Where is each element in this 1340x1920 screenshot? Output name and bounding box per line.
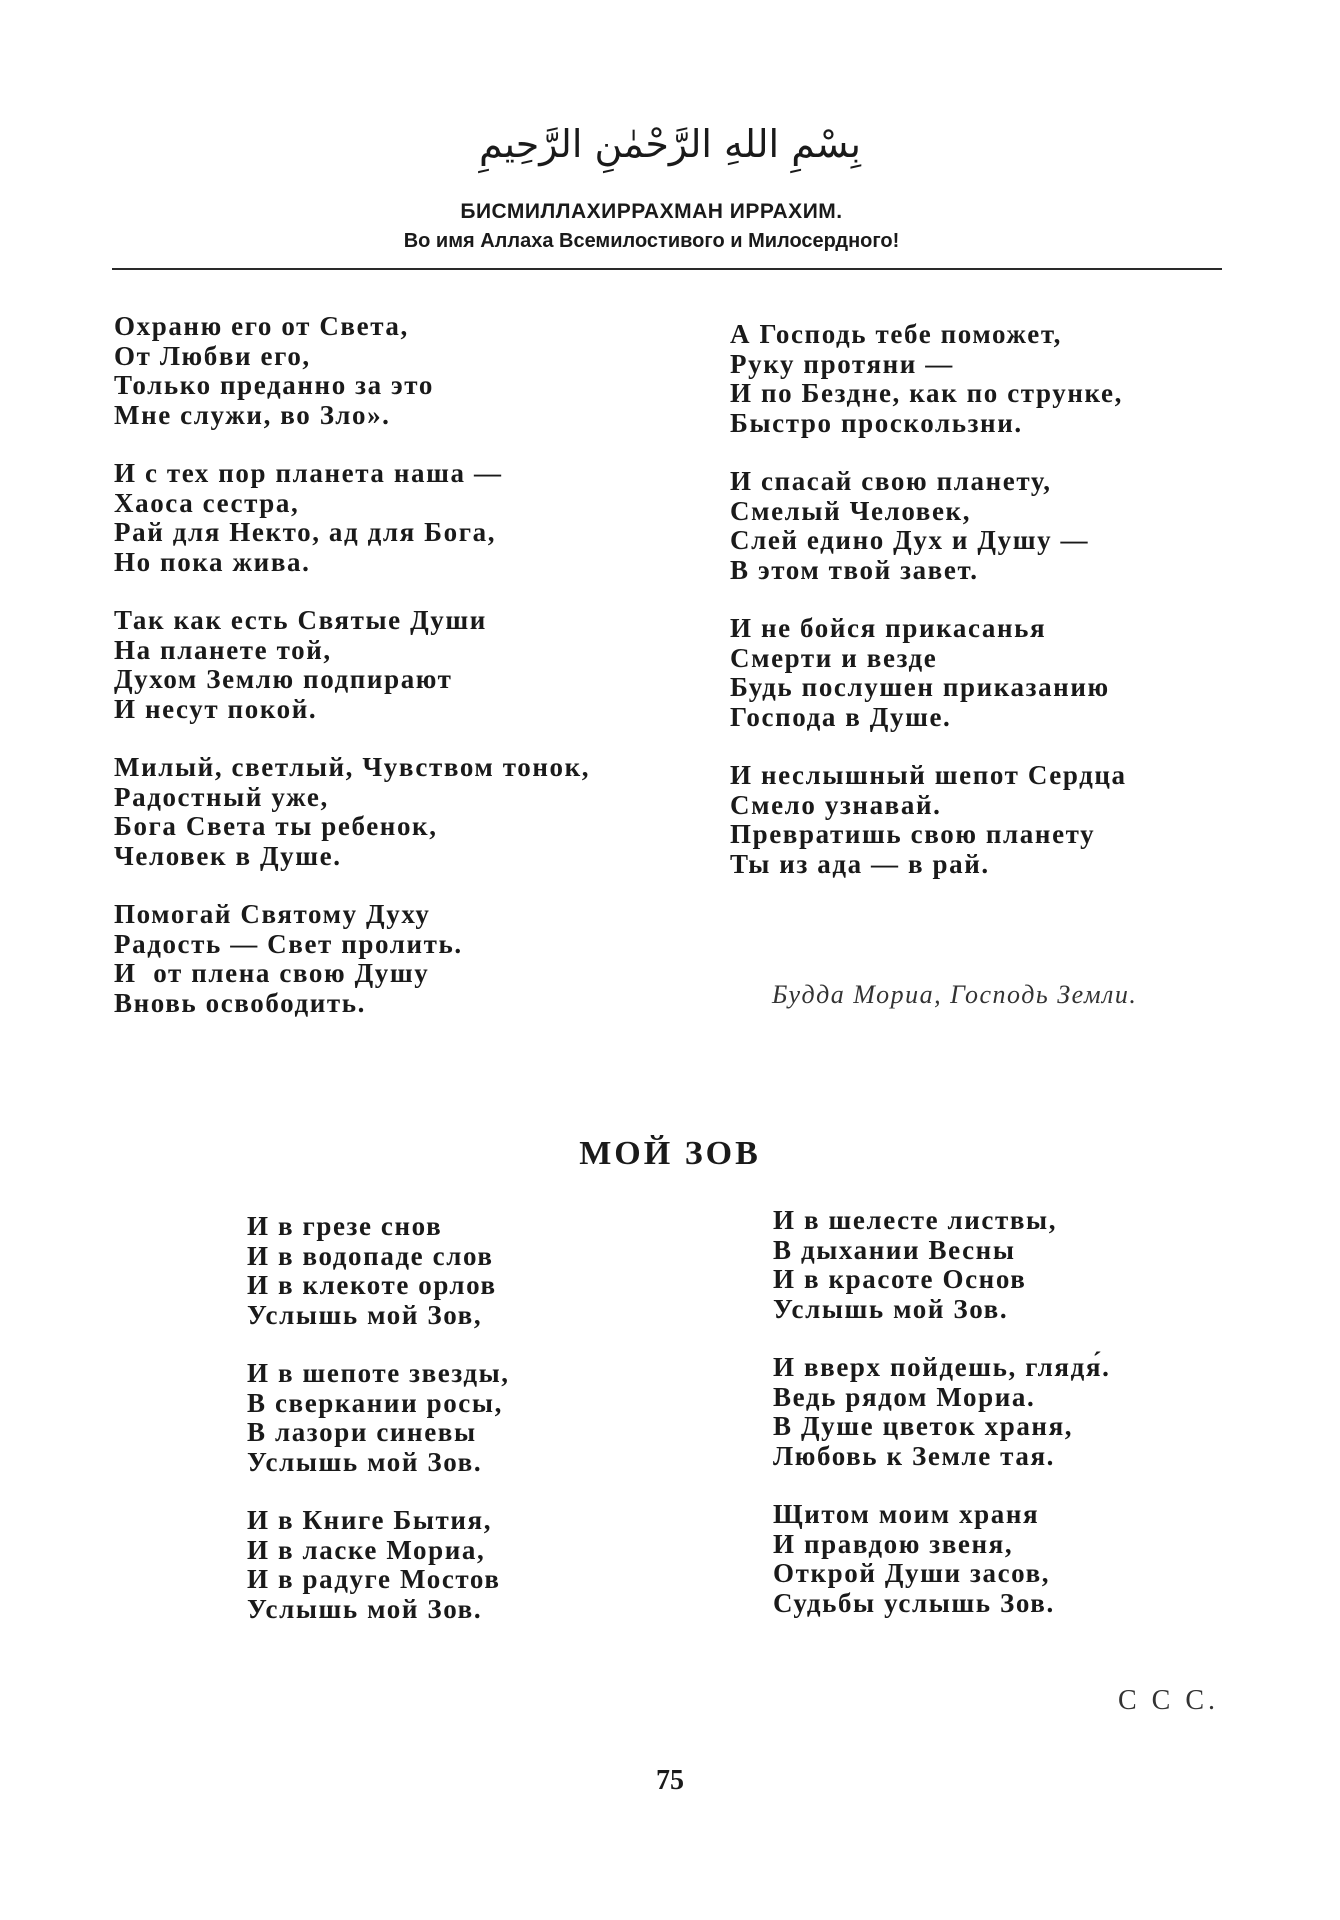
verse-line: Ты из ада — в рай. [730, 848, 990, 879]
verse-line: Радость — Свет пролить. [114, 928, 463, 959]
verse-line: Охраню его от Света, [114, 311, 409, 341]
stanza [773, 1353, 1110, 1471]
stanza [773, 1206, 1110, 1324]
verse-line: В сверкании росы, [247, 1387, 503, 1418]
page-number: 75 [656, 1765, 684, 1796]
stanza [247, 1506, 510, 1624]
bismillah-calligraphy [479, 95, 861, 185]
verse-line: Рай для Некто, ад для Бога, [114, 517, 497, 547]
verse-line: А Господь тебе поможет, [730, 319, 1063, 349]
stanza [730, 761, 1127, 879]
verse-line: И по Бездне, как по струнке, [730, 378, 1123, 408]
verse-line: И с тех пор планета наша — [114, 458, 503, 488]
verse-line: Судьбы услышь Зов. [773, 1587, 1055, 1618]
verse-line: Будь послушен приказанию [730, 672, 1110, 702]
verse-line: Только преданно за это [114, 370, 434, 400]
verse-line: Услышь мой Зов, [247, 1299, 483, 1330]
verse-line: Щитом моим храня [773, 1499, 1040, 1529]
verse-line: И в шепоте звезды, [247, 1358, 510, 1388]
verse-line: В этом твой завет. [730, 554, 979, 585]
verse-line: В Душе цветок храня, [773, 1411, 1074, 1441]
verse-line: Но пока жива. [114, 546, 311, 577]
verse-line: Услышь мой Зов. [247, 1593, 483, 1624]
verse-line: Мне служи, во Зло». [114, 399, 391, 430]
poem2-signature: С С С. [1118, 1685, 1220, 1716]
stanza [114, 459, 590, 577]
verse-line: И несут покой. [114, 693, 318, 724]
stanza [730, 614, 1127, 732]
stanza [114, 312, 590, 430]
verse-line: Открой Души засов, [773, 1558, 1051, 1588]
verse-line: В лазори синевы [247, 1417, 477, 1447]
verse-line: Так как есть Святые Души [114, 605, 487, 635]
stanza [730, 467, 1127, 585]
verse-line: Любовь к Земле тая. [773, 1440, 1055, 1471]
verse-line: Бога Света ты ребенок, [114, 811, 438, 841]
verse-line: И неслышный шепот Сердца [730, 760, 1127, 790]
verse-line: Радостный уже, [114, 781, 329, 812]
verse-line: И в шелесте листвы, [773, 1205, 1058, 1235]
verse-line: И в ласке Мориа, [247, 1534, 486, 1565]
verse-line: Смелый Человек, [730, 495, 972, 526]
verse-line: Смерти и везде [730, 642, 938, 673]
verse-line: И в грезе снов [247, 1211, 443, 1241]
verse-line: И в клекоте орлов [247, 1270, 497, 1300]
verse-line: И вверх пойдешь, глядя́. [773, 1352, 1111, 1382]
stanza [114, 900, 590, 1018]
verse-line: Ведь рядом Мориа. [773, 1381, 1036, 1412]
poem1-signature: Будда Мориа, Господь Земли. [772, 980, 1138, 1009]
verse-line: И в радуге Мостов [247, 1564, 501, 1594]
poem2-left-column [247, 1212, 510, 1653]
verse-line: Человек в Душе. [114, 840, 342, 871]
poem2-title: МОЙ ЗОВ [579, 1135, 761, 1172]
verse-line: И в красоте Основ [773, 1264, 1027, 1294]
verse-line: Превратишь свою планету [730, 819, 1096, 849]
stanza [773, 1500, 1110, 1618]
verse-line: Руку протяни — [730, 348, 954, 379]
verse-line: Услышь мой Зов. [773, 1293, 1009, 1324]
poem2-right-column [773, 1206, 1110, 1647]
verse-line: И правдою звеня, [773, 1528, 1014, 1559]
verse-line: На планете той, [114, 634, 332, 665]
verse-line: Услышь мой Зов. [247, 1446, 483, 1477]
stanza [114, 753, 590, 871]
verse-line: Господа в Душе. [730, 701, 952, 732]
verse-line: Вновь освободить. [114, 987, 366, 1018]
verse-line: Хаоса сестра, [114, 487, 300, 518]
verse-line: И не бойся прикасанья [730, 613, 1047, 643]
verse-line: Быстро проскользни. [730, 407, 1023, 438]
bismillah-calligraphy-text: بِسْمِ اللهِ الرَّحْمٰنِ الرَّحِيمِ [479, 122, 861, 166]
verse-line: В дыхании Весны [773, 1234, 1016, 1265]
verse-line: И от плена свою Душу [114, 958, 430, 988]
verse-line: Слей едино Дух и Душу — [730, 525, 1090, 555]
verse-line: И в Книге Бытия, [247, 1505, 493, 1535]
header-divider [112, 268, 1222, 270]
verse-line: От Любви его, [114, 340, 311, 371]
header-translation: Во имя Аллаха Всемилостивого и Милосердного! [403, 230, 900, 252]
verse-line: И в водопаде слов [247, 1240, 494, 1271]
stanza [247, 1212, 510, 1330]
stanza [114, 606, 590, 724]
stanza [730, 320, 1127, 438]
verse-line: Милый, светлый, Чувством тонок, [114, 752, 591, 782]
poem1-left-column [114, 312, 590, 1047]
stanza [247, 1359, 510, 1477]
header-transliteration: БИСМИЛЛАХИРРАХМАН ИРРАХИМ. [460, 200, 843, 223]
poem1-right-column [730, 320, 1127, 908]
verse-line: Смело узнавай. [730, 789, 942, 820]
verse-line: Духом Землю подпирают [114, 664, 453, 694]
verse-line: Помогай Святому Духу [114, 899, 431, 929]
verse-line: И спасай свою планету, [730, 466, 1052, 496]
